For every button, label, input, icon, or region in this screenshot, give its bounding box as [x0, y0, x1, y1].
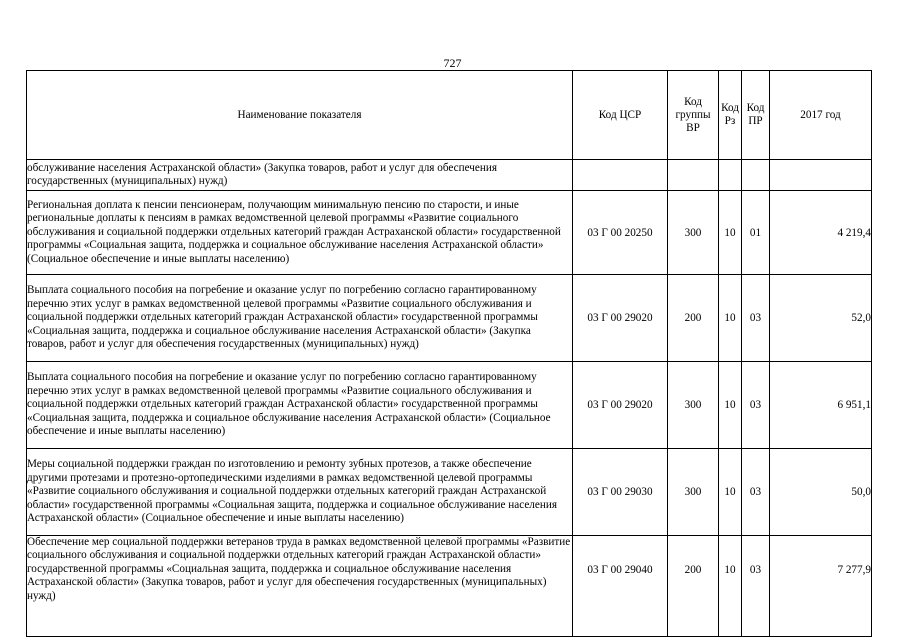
- header-pr-code: Код ПР: [742, 71, 770, 160]
- row-amount: 6 951,1: [770, 362, 872, 449]
- row-csr-code: [573, 160, 668, 191]
- header-rz-code: Код Рз: [719, 71, 742, 160]
- budget-table: [26, 70, 872, 637]
- row-vr-code: 300: [668, 362, 719, 449]
- row-pr-code: 01: [742, 191, 770, 275]
- row-csr-code: 03 Г 00 29040: [573, 536, 668, 637]
- row-name: Выплата социального пособия на погребение и оказание услуг по погребению согласно гарантированному перечню этих услуг в рамках ведомственной целевой программы «Развитие социального обслуживания и социальной поддержки отдельных категорий граждан Астраханской области» государственной программы «Социальная защита, поддержка и социальное обслуживание населения Астраханской области» (Закупка товаров, работ и услуг для обеспечения государственных (муниципальных) нужд): [27, 275, 573, 362]
- header-csr-code: Код ЦСР: [573, 71, 668, 160]
- row-amount: 7 277,9: [770, 536, 872, 637]
- row-rz-code: 10: [719, 449, 742, 536]
- header-row: [27, 71, 872, 160]
- row-name: Выплата социального пособия на погребение и оказание услуг по погребению согласно гарантированному перечню этих услуг в рамках ведомственной целевой программы «Развитие социального обслуживания и социальной поддержки отдельных категорий граждан Астраханской области» государственной программы «Социальная защита, поддержка и социальное обслуживание населения Астраханской области» (Социальное обеспечение и иные выплаты населению): [27, 362, 573, 449]
- row-rz-code: [719, 160, 742, 191]
- row-csr-code: 03 Г 00 29030: [573, 449, 668, 536]
- row-rz-code: 10: [719, 536, 742, 637]
- row-amount: [770, 160, 872, 191]
- row-csr-code: 03 Г 00 29020: [573, 362, 668, 449]
- row-name: Меры социальной поддержки граждан по изготовлению и ремонту зубных протезов, а также обеспечение другими протезами и протезно-ортопедическими изделиями в рамках ведомственной целевой программы «Развитие социального обслуживания и социальной поддержки отдельных категорий граждан Астраханской области» государственной программы «Социальная защита, поддержка и социальное обслуживание населения Астраханской области» (Социальное обеспечение и иные выплаты населению): [27, 449, 573, 536]
- row-pr-code: [742, 160, 770, 191]
- row-amount: 50,0: [770, 449, 872, 536]
- row-rz-code: 10: [719, 362, 742, 449]
- row-pr-code: 03: [742, 362, 770, 449]
- row-vr-code: 200: [668, 536, 719, 637]
- table-row: [27, 449, 872, 536]
- table-row: [27, 160, 872, 191]
- row-vr-code: 300: [668, 449, 719, 536]
- row-pr-code: 03: [742, 275, 770, 362]
- row-amount: 52,0: [770, 275, 872, 362]
- row-rz-code: 10: [719, 275, 742, 362]
- row-vr-code: 300: [668, 191, 719, 275]
- row-amount: 4 219,4: [770, 191, 872, 275]
- table-row: [27, 275, 872, 362]
- row-name: Региональная доплата к пенсии пенсионерам, получающим минимальную пенсию по старости, и иные региональные доплаты к пенсиям в рамках ведомственной целевой программы «Развитие социального обслуживания и социальной поддержки отдельных категорий граждан Астраханской области» государственной программы «Социальная защита, поддержка и социальное обслуживание населения Астраханской области» (Социальное обеспечение и иные выплаты населению): [27, 191, 573, 275]
- table-row: [27, 362, 872, 449]
- row-rz-code: 10: [719, 191, 742, 275]
- row-csr-code: 03 Г 00 29020: [573, 275, 668, 362]
- row-pr-code: 03: [742, 449, 770, 536]
- header-name: Наименование показателя: [27, 71, 573, 160]
- row-name: Обеспечение мер социальной поддержки ветеранов труда в рамках ведомственной целевой программы «Развитие социального обслуживания и социальной поддержки отдельных категорий граждан Астраханской области» государственной программы «Социальная защита, поддержка и социальное обслуживание населения Астраханской области» (Закупка товаров, работ и услуг для обеспечения государственных (муниципальных) нужд): [27, 536, 573, 637]
- header-year: 2017 год: [770, 71, 872, 160]
- row-vr-code: 200: [668, 275, 719, 362]
- page-number: 727: [443, 56, 462, 70]
- row-pr-code: 03: [742, 536, 770, 637]
- row-csr-code: 03 Г 00 20250: [573, 191, 668, 275]
- table-row: [27, 536, 872, 637]
- row-name: обслуживание населения Астраханской области» (Закупка товаров, работ и услуг для обеспечения государственных (муниципальных) нужд): [27, 160, 573, 191]
- header-vr-code: Код группы ВР: [668, 71, 719, 160]
- table-row: [27, 191, 872, 275]
- row-vr-code: [668, 160, 719, 191]
